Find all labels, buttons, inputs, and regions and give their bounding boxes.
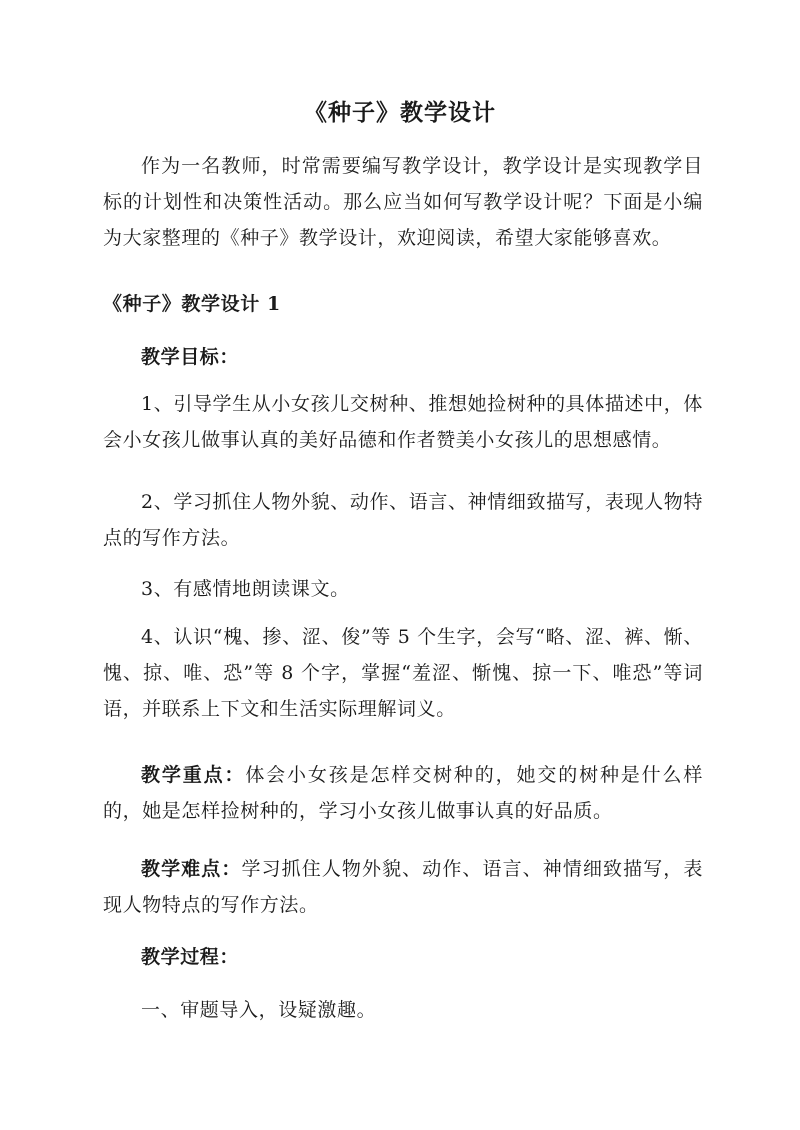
objective-item-1: 1、引导学生从小女孩儿交树种、推想她捡树种的具体描述中，体会小女孩儿做事认真的美好品德和作者赞美小女孩儿的思想感情。 [103,393,703,451]
process-step-1: 一、审题导入，设疑激趣。 [141,999,377,1021]
difficulties-label: 教学难点： [141,858,242,880]
difficulties-text: 学习抓住人物外貌、动作、语言、神情细致描写，表现人物特点的写作方法。 [103,858,703,916]
process-heading: 教学过程： [141,946,240,968]
objective-item-2: 2、学习抓住人物外貌、动作、语言、神情细致描写，表现人物特点的写作方法。 [103,491,703,549]
key-points-paragraph [103,757,703,829]
document-title: 《种子》教学设计 [304,99,496,126]
difficulties-paragraph [103,851,703,923]
objective-item-4: 4、认识“槐、掺、涩、俊”等 5 个生字，会写“略、涩、裤、惭、愧、掠、唯、恐”等 8 个字，掌握“羞涩、惭愧、掠一下、唯恐”等词语，并联系上下文和生活实际理解词义。 [103,626,703,720]
key-points-text: 体会小女孩是怎样交树种的，她交的树种是什么样的，她是怎样捡树种的，学习小女孩儿做事认真的好品质。 [103,764,703,822]
key-points-label: 教学重点： [141,764,246,786]
objectives-heading: 教学目标： [141,346,240,368]
objective-item-3: 3、有感情地朗读课文。 [141,578,350,600]
section-heading: 《种子》教学设计 1 [103,293,281,315]
intro-paragraph: 作为一名教师，时常需要编写教学设计，教学设计是实现教学目标的计划性和决策性活动。那么应当如何写教学设计呢？下面是小编为大家整理的《种子》教学设计，欢迎阅读，希望大家能够喜欢。 [103,155,703,249]
